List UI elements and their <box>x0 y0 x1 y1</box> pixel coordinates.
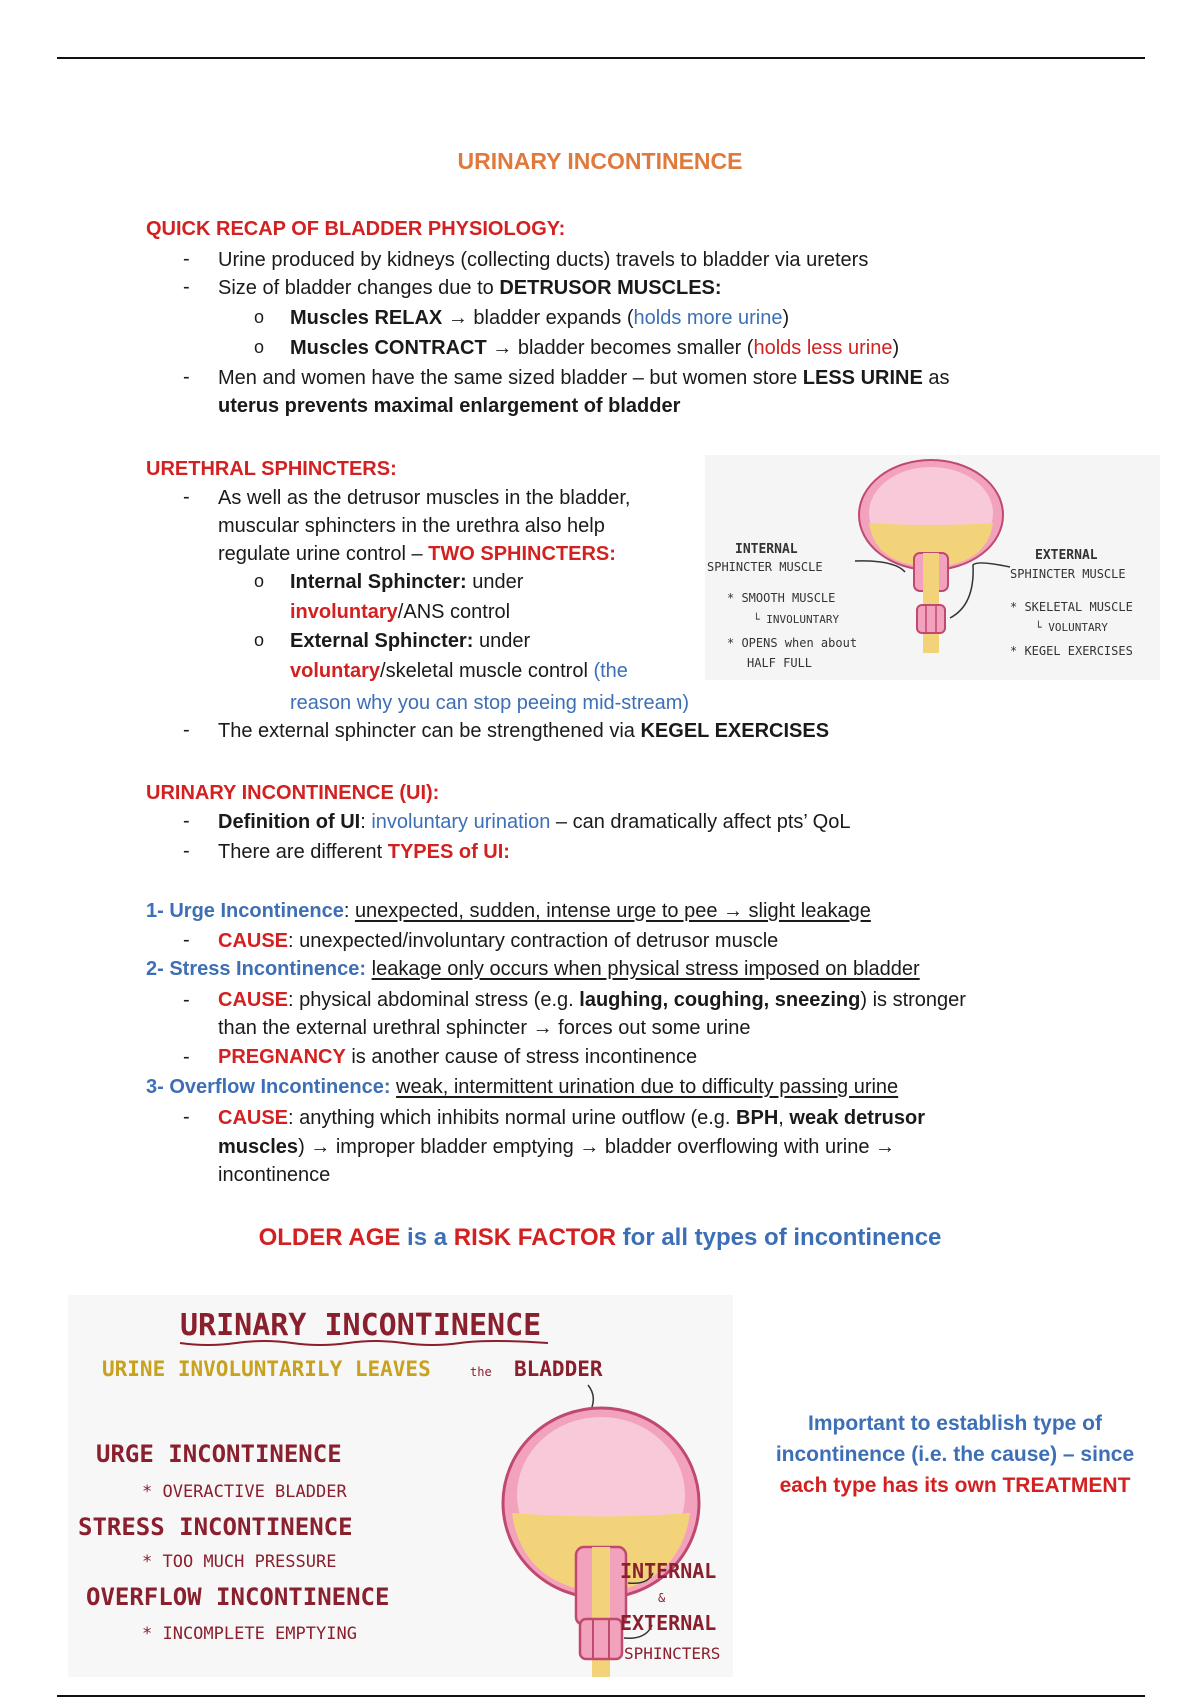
internal-label: INTERNAL <box>735 542 798 557</box>
text: is another cause of stress incontinence <box>345 1046 698 1068</box>
urge-cause <box>218 927 778 955</box>
note-line-2: incontinence (i.e. the cause) – since <box>775 1443 1135 1466</box>
text-blue: (the <box>593 660 628 682</box>
text: → bladder becomes smaller ( <box>486 337 754 359</box>
text: under <box>473 630 531 652</box>
text: : anything which inhibits normal urine outflow (e.g. <box>288 1107 737 1129</box>
page-title: URINARY INCONTINENCE <box>457 148 743 174</box>
subtitle-the: the <box>470 1365 492 1379</box>
risk-factor-line <box>0 1224 1200 1252</box>
note-line-1: Important to establish type of <box>807 1412 1103 1435</box>
stress-cause <box>218 986 966 1014</box>
left-note-3: * OPENS when about <box>727 636 858 650</box>
stress-line <box>146 955 920 983</box>
bullet-dash: - <box>183 1046 190 1068</box>
sphincters-label: SPHINCTERS <box>624 1644 721 1663</box>
right-note-2: └ VOLUNTARY <box>1035 621 1108 634</box>
text-underlined: leakage only occurs when physical stress imposed on bladder <box>371 958 920 980</box>
text-blue-bold: 1- Urge Incontinence <box>146 900 344 922</box>
text: as <box>922 367 950 389</box>
text: – can dramatically affect pts’ QoL <box>550 811 851 833</box>
kegel-line <box>218 717 829 745</box>
text: under <box>466 571 524 593</box>
overflow-label: OVERFLOW INCONTINENCE <box>86 1583 390 1611</box>
text-red: holds less urine <box>753 337 893 359</box>
overflow-line <box>146 1073 898 1101</box>
overflow-cause <box>218 1104 925 1132</box>
text: ) <box>782 307 790 329</box>
text-red-bold: CAUSE <box>218 930 289 952</box>
external-sphincter-line <box>290 627 530 655</box>
bullet-dash: - <box>183 248 190 270</box>
sphincters-p2: muscular sphincters in the urethra also help <box>218 515 605 537</box>
text-red-bold: voluntary <box>290 660 381 682</box>
internal-sphincter-line-2 <box>290 598 510 626</box>
treatment-note <box>755 1408 1155 1501</box>
recap-sub-1 <box>290 304 789 332</box>
subtitle-urine <box>102 1357 431 1381</box>
text: ) <box>892 337 900 359</box>
text-blue: holds more urine <box>633 307 783 329</box>
text-red-bold: TYPES of UI: <box>387 841 510 863</box>
text-red-bold: involuntary <box>290 601 398 623</box>
text-blue-bold: 3- Overflow Incontinence: <box>146 1076 391 1098</box>
text-red-bold: CAUSE <box>218 989 289 1011</box>
right-note-3: * KEGEL EXERCISES <box>1010 644 1133 658</box>
text-bold: muscles <box>218 1136 299 1158</box>
external-label: EXTERNAL <box>1035 548 1098 563</box>
text: Size of bladder changes due to <box>218 277 500 299</box>
text-red-bold: TWO SPHINCTERS: <box>428 543 616 565</box>
ui-heading: URINARY INCONTINENCE (UI): <box>146 782 440 804</box>
text: /ANS control <box>397 601 511 623</box>
urge-note: * OVERACTIVE BLADDER <box>142 1482 347 1502</box>
bullet-dash: - <box>183 989 190 1011</box>
bullet-dash: - <box>183 276 190 298</box>
text-red: OLDER AGE <box>258 1224 401 1251</box>
text-bold: Muscles CONTRACT <box>290 337 487 359</box>
text-bold: BPH <box>736 1107 779 1129</box>
recap-line-1: Urine produced by kidneys (collecting ducts) travels to bladder via ureters <box>218 249 869 271</box>
text-bold: Internal Sphincter: <box>290 571 467 593</box>
recap-line-3b: uterus prevents maximal enlargement of bladder <box>218 395 681 417</box>
text-bold: laughing, coughing, sneezing <box>579 989 861 1011</box>
external-sphincter-label: EXTERNAL <box>620 1611 717 1635</box>
recap-line-2 <box>218 274 722 302</box>
internal-sphincter-line <box>290 568 523 596</box>
left-note-4: HALF FULL <box>747 656 813 670</box>
external-sphincter-line-2 <box>290 657 628 685</box>
left-note-2: └ INVOLUNTARY <box>753 613 840 626</box>
overflow-cause-2 <box>218 1133 895 1161</box>
bullet-dash: - <box>183 929 190 951</box>
text-bold: Definition of UI <box>218 811 361 833</box>
text: : <box>360 811 372 833</box>
ui-definition <box>218 808 850 836</box>
recap-heading: QUICK RECAP OF BLADDER PHYSIOLOGY: <box>146 218 566 240</box>
text-bold: External Sphincter: <box>290 630 474 652</box>
top-rule <box>57 57 1145 59</box>
overflow-note: * INCOMPLETE EMPTYING <box>142 1624 357 1644</box>
text-blue-bold: 2- Stress Incontinence: <box>146 958 367 980</box>
text: , <box>778 1107 790 1129</box>
sphincter-diagram <box>705 455 1160 680</box>
text: → bladder expands ( <box>442 307 634 329</box>
left-note-1: * SMOOTH MUSCLE <box>727 591 836 605</box>
sphincters-heading: URETHRAL SPHINCTERS: <box>146 458 397 480</box>
text-bold: DETRUSOR MUSCLES: <box>499 277 722 299</box>
text-bold: Muscles RELAX <box>290 307 443 329</box>
text-blue: is a <box>400 1224 454 1251</box>
stress-note: * TOO MUCH PRESSURE <box>142 1552 337 1572</box>
external-sphincter-line-3: reason why you can stop peeing mid-stream) <box>290 692 690 714</box>
text: There are different <box>218 841 388 863</box>
text: ) → improper bladder emptying → bladder overflowing with urine → <box>298 1136 895 1158</box>
text-blue: for all types of incontinence <box>616 1224 942 1251</box>
bullet-circle: o <box>254 337 265 357</box>
text: : physical abdominal stress (e.g. <box>288 989 580 1011</box>
ampersand: & <box>658 1591 666 1605</box>
text: : <box>343 900 355 922</box>
sphincters-p3 <box>218 540 616 568</box>
text-red-bold: CAUSE <box>218 1107 289 1129</box>
text-blue: involuntary urination <box>371 811 551 833</box>
pregnancy-line <box>218 1043 697 1071</box>
text-underlined: weak, intermittent urination due to difficulty passing urine <box>396 1076 899 1098</box>
text: Men and women have the same sized bladder – but women store <box>218 367 803 389</box>
external-label-2: SPHINCTER MUSCLE <box>1010 567 1126 581</box>
text: /skeletal muscle control <box>380 660 594 682</box>
recap-sub-2 <box>290 334 899 362</box>
bullet-dash: - <box>183 719 190 741</box>
text: : unexpected/involuntary contraction of detrusor muscle <box>288 930 779 952</box>
urge-label: URGE INCONTINENCE <box>96 1440 342 1468</box>
bullet-dash: - <box>183 486 190 508</box>
ui-types <box>218 838 510 866</box>
bullet-circle: o <box>254 307 265 327</box>
subtitle-a: URINE INVOLUNTARILY LEAVES <box>102 1357 431 1381</box>
text: regulate urine control – <box>218 543 429 565</box>
text: The external sphincter can be strengthened via <box>218 720 641 742</box>
bullet-dash: - <box>183 810 190 832</box>
sphincters-p1: As well as the detrusor muscles in the bladder, <box>218 487 631 509</box>
bullet-circle: o <box>254 571 265 591</box>
text-red-bold: PREGNANCY <box>218 1046 346 1068</box>
internal-sphincter-label: INTERNAL <box>620 1559 717 1583</box>
internal-label-2: SPHINCTER MUSCLE <box>707 560 823 574</box>
note-line-3: each type has its own TREATMENT <box>779 1474 1131 1497</box>
incontinence-diagram <box>68 1295 733 1677</box>
bullet-dash: - <box>183 366 190 388</box>
bullet-dash: - <box>183 840 190 862</box>
diagram-title: URINARY INCONTINENCE <box>180 1308 542 1343</box>
stress-label: STRESS INCONTINENCE <box>78 1513 353 1541</box>
subtitle-bladder: BLADDER <box>514 1357 603 1381</box>
text-underlined: unexpected, sudden, intense urge to pee → slight leakage <box>354 900 871 922</box>
text: ) is stronger <box>860 989 966 1011</box>
stress-cause-2: than the external urethral sphincter → forces out some urine <box>218 1017 751 1039</box>
text-red: RISK FACTOR <box>453 1224 616 1251</box>
right-note-1: * SKELETAL MUSCLE <box>1010 600 1133 614</box>
text-bold: KEGEL EXERCISES <box>640 720 830 742</box>
urge-line <box>146 897 871 925</box>
text-bold: weak detrusor <box>789 1107 925 1129</box>
bottom-rule <box>57 1695 1145 1697</box>
recap-line-3 <box>218 364 950 392</box>
bullet-dash: - <box>183 1106 190 1128</box>
overflow-cause-3: incontinence <box>218 1164 331 1186</box>
bullet-circle: o <box>254 630 265 650</box>
text-bold: LESS URINE <box>802 367 923 389</box>
